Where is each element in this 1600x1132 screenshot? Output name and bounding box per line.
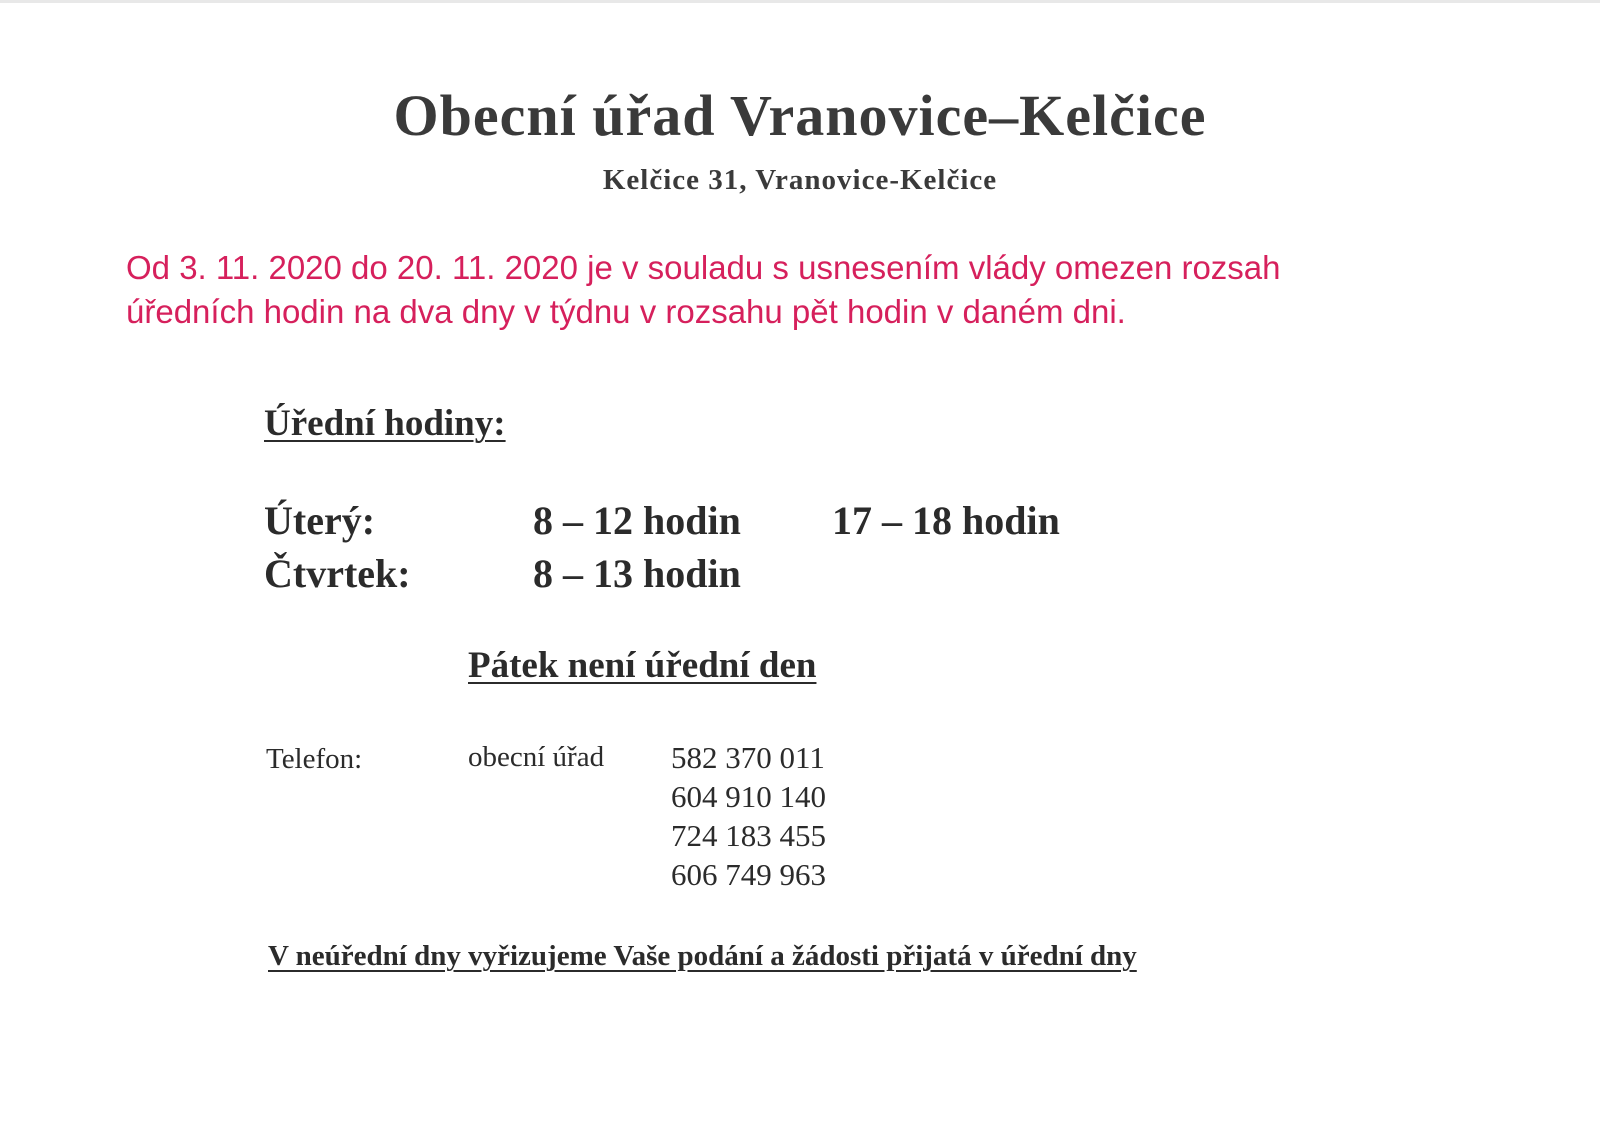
phone-label: Telefon: xyxy=(266,743,363,775)
hours-slot-morning: 8 – 12 hodin xyxy=(533,498,741,543)
office-hours-heading: Úřední hodiny: xyxy=(264,403,506,444)
friday-closed-note: Pátek není úřední den xyxy=(468,645,817,686)
covid-notice xyxy=(126,246,1526,334)
day-label: Úterý: xyxy=(264,498,376,543)
phone-number: 724 183 455 xyxy=(671,818,826,853)
footer-note: V neúřední dny vyřizujeme Vaše podání a žádosti přijatá v úřední dny xyxy=(268,940,1137,972)
page-title: Obecní úřad Vranovice–Kelčice xyxy=(393,83,1207,148)
phone-number: 582 370 011 xyxy=(671,740,825,775)
hours-row-thursday xyxy=(264,550,1164,600)
office-address: Kelčice 31, Vranovice-Kelčice xyxy=(602,164,998,196)
notice-line-2: úředních hodin na dva dny v týdnu v rozsahu pět hodin v daném dni. xyxy=(126,293,1126,330)
phone-office-label: obecní úřad xyxy=(468,741,605,773)
notice-line-1: Od 3. 11. 2020 do 20. 11. 2020 je v souladu s usnesením vlády omezen rozsah xyxy=(126,249,1281,286)
hours-slot-morning: 8 – 13 hodin xyxy=(533,551,741,596)
phone-number-list xyxy=(671,738,826,894)
phone-number: 604 910 140 xyxy=(671,779,826,814)
phone-number: 606 749 963 xyxy=(671,857,826,892)
day-label: Čtvrtek: xyxy=(264,551,411,596)
page-edge xyxy=(0,0,1600,3)
hours-slot-evening: 17 – 18 hodin xyxy=(832,498,1060,543)
hours-row-tuesday xyxy=(264,497,1164,547)
